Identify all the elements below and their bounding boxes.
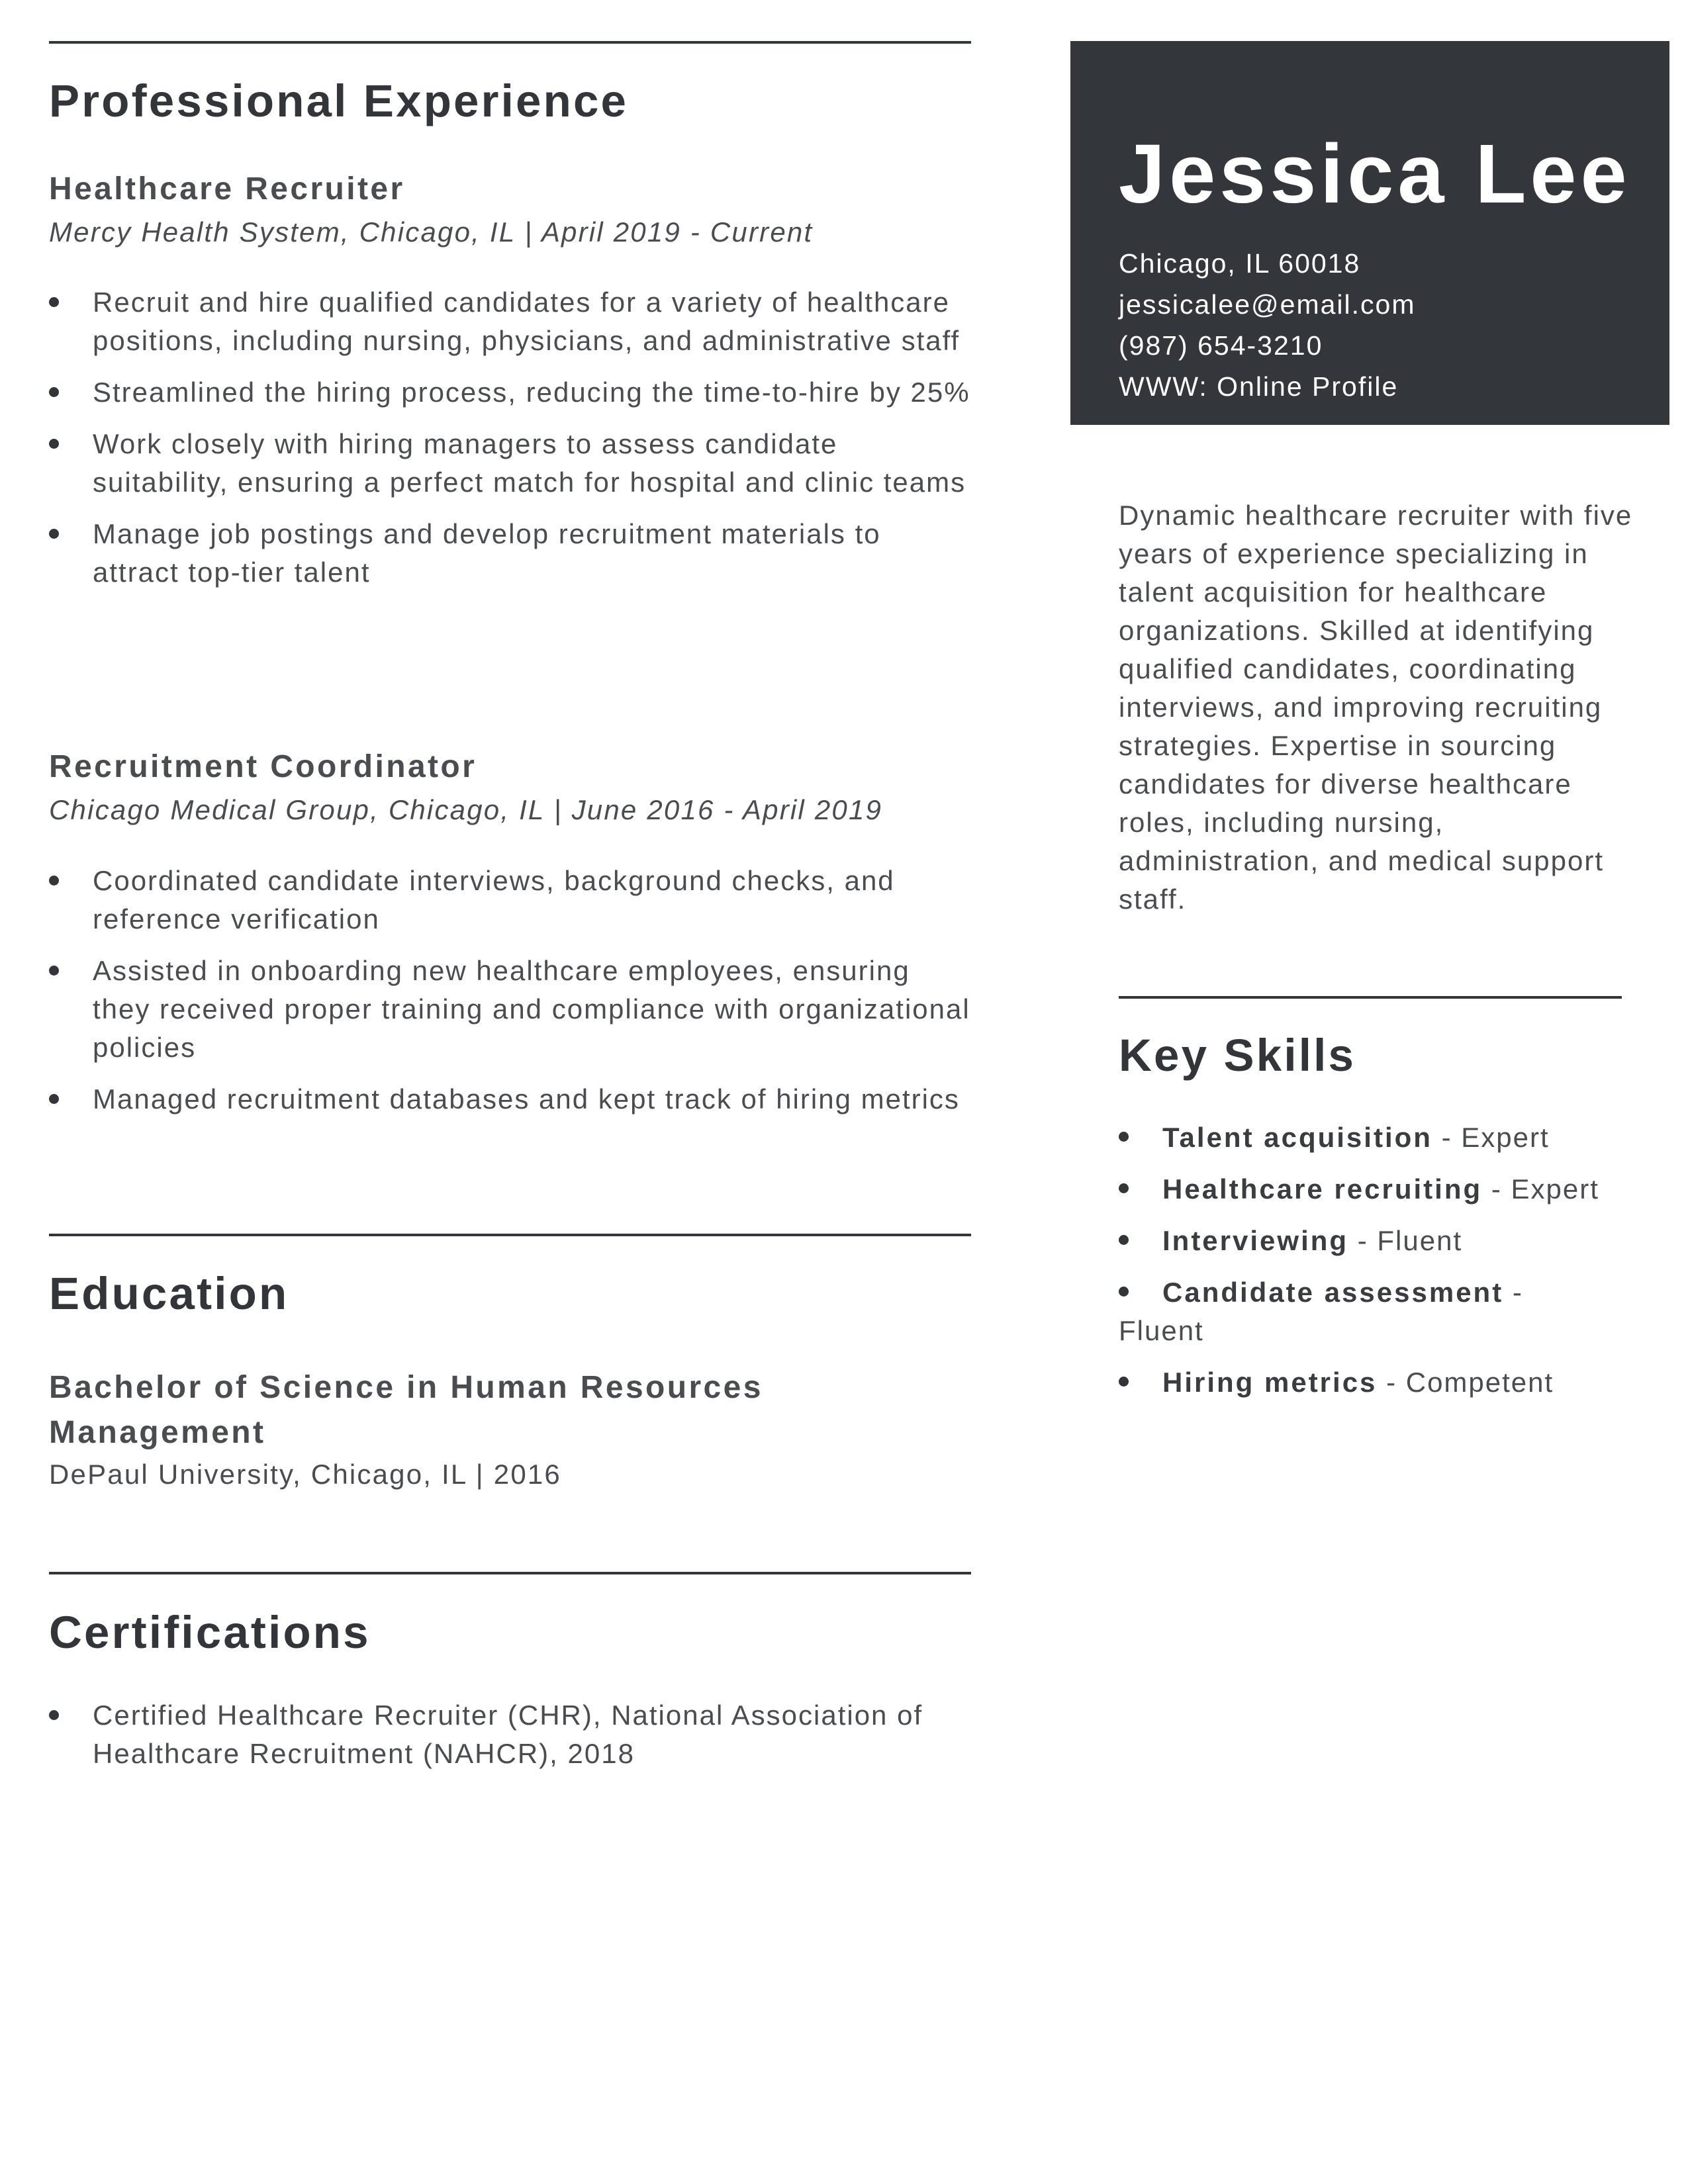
bullet-dot (1119, 1287, 1129, 1297)
section-divider (49, 1572, 971, 1574)
job-title: Recruitment Coordinator (49, 749, 477, 784)
skill-item (1119, 1118, 1628, 1157)
skill-item (1119, 1363, 1628, 1402)
skills-heading: Key Skills (1119, 1030, 1356, 1081)
job-location: , Chicago, IL (370, 794, 545, 825)
bullet-dot (1119, 1377, 1129, 1387)
bullet-dot (1119, 1132, 1129, 1142)
job-meta (49, 218, 813, 246)
skill-level: - Fluent (1348, 1225, 1463, 1256)
skill-item (1119, 1222, 1628, 1260)
skill-name: Healthcare recruiting (1162, 1173, 1483, 1205)
school-info: DePaul University, Chicago, IL | 2016 (49, 1459, 561, 1490)
degree-title: Bachelor of Science in Human Resources Management (49, 1370, 763, 1450)
certifications-heading: Certifications (49, 1607, 371, 1658)
skill-name: Hiring metrics (1162, 1367, 1378, 1398)
job-dates: | June 2016 - April 2019 (553, 794, 883, 825)
bullet-item: Assisted in onboarding new healthcare employees, ensuring they received proper training and compliance with organizational policies (49, 952, 971, 1067)
skills-list (1119, 1118, 1628, 1402)
bullet-item: Work closely with hiring managers to assess candidate suitability, ensuring a perfect match for hospital and clinic teams (49, 425, 971, 502)
experience-heading: Professional Experience (49, 75, 629, 126)
job-bullets (49, 283, 971, 592)
website-link[interactable]: WWW: Online Profile (1119, 371, 1399, 402)
bullet-item: Streamlined the hiring process, reducing the time-to-hire by 25% (49, 373, 971, 412)
bullet-item: Recruit and hire qualified candidates for a variety of healthcare positions, including nursing, physicians, and administrative staff (49, 283, 971, 360)
job-employer: Chicago Medical Group (49, 794, 371, 825)
certification-item: Certified Healthcare Recruiter (CHR), National Association of Healthcare Recruitment (NAHCR), 2018 (49, 1696, 971, 1773)
education-heading: Education (49, 1268, 289, 1319)
bullet-dot (1119, 1235, 1129, 1245)
certifications-list (49, 1696, 971, 1773)
bullet-dot (1119, 1183, 1129, 1193)
skill-level: - Expert (1482, 1173, 1599, 1205)
job-bullets (49, 862, 971, 1118)
job-title: Healthcare Recruiter (49, 171, 405, 206)
section-divider (49, 1234, 971, 1236)
skill-name: Talent acquisition (1162, 1122, 1432, 1153)
job-dates: | April 2019 - Current (524, 216, 814, 248)
bullet-item: Managed recruitment databases and kept track of hiring metrics (49, 1080, 971, 1118)
skill-level: - Competent (1377, 1367, 1554, 1398)
skill-name: Candidate assessment (1162, 1277, 1504, 1308)
job-location: , Chicago, IL (340, 216, 516, 248)
bullet-item: Coordinated candidate interviews, background checks, and reference verification (49, 862, 971, 938)
phone: (987) 654-3210 (1119, 330, 1323, 361)
address: Chicago, IL 60018 (1119, 248, 1361, 279)
skill-item (1119, 1170, 1628, 1208)
section-divider (1119, 996, 1622, 999)
professional-summary: Dynamic healthcare recruiter with five years of experience specializing in talent acquisition for healthcare organizations. Skilled at identifying qualified candidates, coordinating interviews, and improving recruiting strategies. Expertise in sourcing candidates for diverse healthcare roles, including nursing, administration, and medical support staff. (1119, 500, 1633, 915)
bullet-item: Manage job postings and develop recruitment materials to attract top-tier talent (49, 515, 971, 592)
candidate-name: Jessica Lee (1119, 127, 1631, 220)
skill-item (1119, 1273, 1536, 1350)
skill-name: Interviewing (1162, 1225, 1349, 1256)
contact-info (1119, 243, 1415, 407)
job-meta (49, 796, 882, 824)
skill-level: - Expert (1432, 1122, 1550, 1153)
skill-level: - Fluent (1119, 1277, 1523, 1346)
email-link[interactable]: jessicalee@email.com (1119, 289, 1416, 320)
section-divider (49, 41, 971, 44)
name-header (1070, 41, 1669, 425)
job-employer: Mercy Health System (49, 216, 341, 248)
